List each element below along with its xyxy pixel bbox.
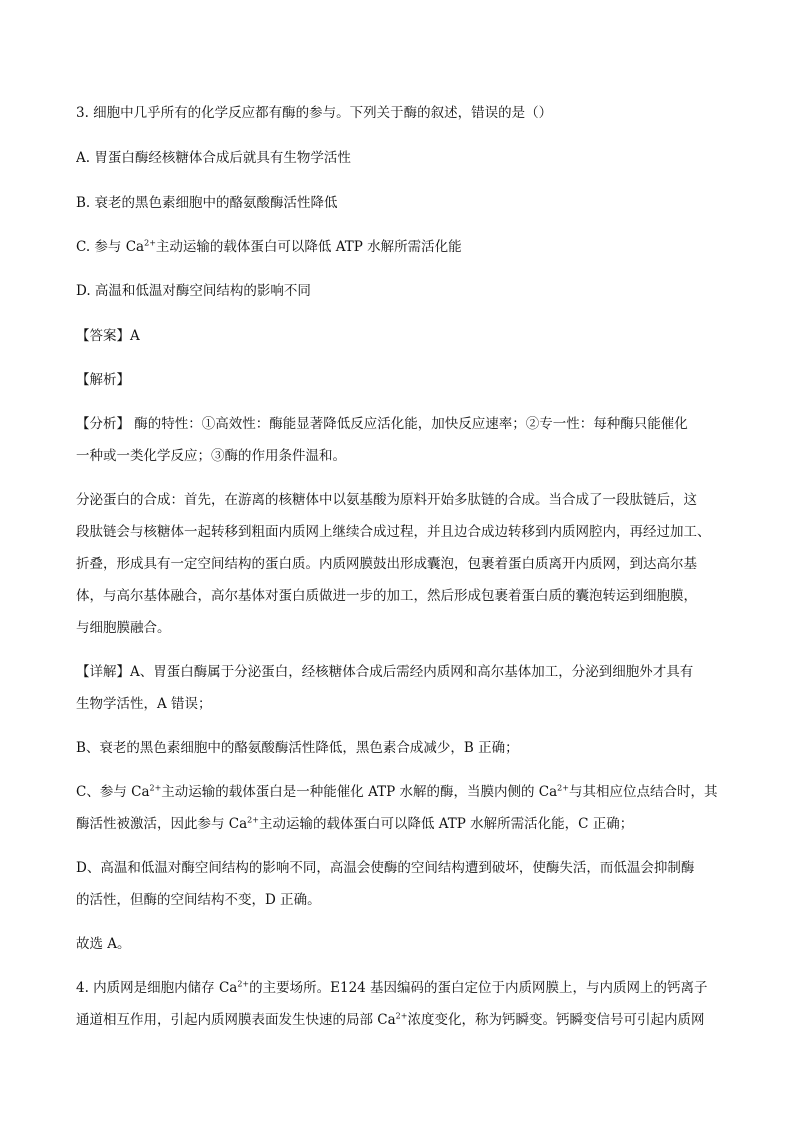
charge-superscript: 2+ xyxy=(247,815,259,825)
q3-secretion-line-4: 体，与高尔基体融合，高尔基体对蛋白质做进一步的加工，然后形成包裹着蛋白质的囊泡转运到细胞膜， xyxy=(76,588,697,604)
charge-superscript: 2+ xyxy=(149,783,162,793)
q3-analysis-heading: 【解析】 xyxy=(76,372,130,388)
q3-secretion-line-5: 与细胞膜融合。 xyxy=(76,620,171,636)
q3-stem: 3. 细胞中几乎所有的化学反应都有酶的参与。下列关于酶的叙述，错误的是（） xyxy=(76,105,553,121)
charge-superscript: 2+ xyxy=(144,238,156,248)
charge-superscript: 2+ xyxy=(395,1011,408,1021)
q3-conclusion: 故选 A。 xyxy=(76,936,131,952)
charge-superscript: 2+ xyxy=(237,979,250,989)
q3-answer: 【答案】A xyxy=(76,328,140,344)
q3-option-c: C. 参与 $Ca^{2+}$主动运输的载体蛋白可以降低 ATP 水解所需活化能 xyxy=(76,238,462,255)
q3-secretion-line-1: 分泌蛋白的合成：首先，在游离的核糖体中以氨基酸为原料开始多肽链的合成。当合成了一段肽链后，这 xyxy=(76,492,697,508)
q3-detail-a-line-2: 生物学活性，A 错误； xyxy=(76,696,212,712)
q3-detail-c-line-1: C、参与 $Ca^{2+}$主动运输的载体蛋白是一种能催化 ATP 水解的酶，当膜内侧的 $Ca^{2+}$与其相应位点结合时，其 xyxy=(76,783,718,800)
q3-option-b: B. 衰老的黑色素细胞中的酪氨酸酶活性降低 xyxy=(76,195,338,211)
q3-fenxi-line-2: 一种或一类化学反应；③酶的作用条件温和。 xyxy=(76,448,346,464)
q3-secretion-line-3: 折叠，形成具有一定空间结构的蛋白质。内质网膜鼓出形成囊泡，包裹着蛋白质离开内质网，到达高尔基 xyxy=(76,556,697,572)
q3-detail-d-line-2: 的活性，但酶的空间结构不变，D 正确。 xyxy=(76,892,321,908)
q3-fenxi-line-1: 【分析】 酶的特性：①高效性：酶能显著降低反应活化能，加快反应速率；②专一性：每种酶只能催化 xyxy=(76,416,688,432)
q3-option-a: A. 胃蛋白酶经核糖体合成后就具有生物学活性 xyxy=(76,150,351,166)
q4-line-1: 4. 内质网是细胞内储存 $Ca^{2+}$的主要场所。E124 基因编码的蛋白定位于内质网膜上，与内质网上的钙离子 xyxy=(76,979,708,996)
q3-detail-d-line-1: D、高温和低温对酶空间结构的影响不同，高温会使酶的空间结构遭到破坏，使酶失活，而低温会抑制酶 xyxy=(76,860,695,876)
q3-option-d: D. 高温和低温对酶空间结构的影响不同 xyxy=(76,283,311,299)
q3-detail-a-line-1: 【详解】A、胃蛋白酶属于分泌蛋白，经核糖体合成后需经内质网和高尔基体加工，分泌到细胞外才具有 xyxy=(76,664,694,680)
q4-line-2: 通道相互作用，引起内质网膜表面发生快速的局部 $Ca^{2+}$浓度变化，称为钙瞬变。钙瞬变信号可引起内质网 xyxy=(76,1011,705,1028)
q3-detail-c-line-2: 酶活性被激活，因此参与 $Ca^{2+}$主动运输的载体蛋白可以降低 ATP 水解所需活化能，C 正确； xyxy=(76,815,634,832)
q3-detail-b: B、衰老的黑色素细胞中的酪氨酸酶活性降低，黑色素合成减少，B 正确； xyxy=(76,740,519,756)
q3-secretion-line-2: 段肽链会与核糖体一起转移到粗面内质网上继续合成过程，并且边合成边转移到内质网腔内，再经过加工、 xyxy=(76,524,711,540)
charge-superscript: 2+ xyxy=(557,783,569,793)
